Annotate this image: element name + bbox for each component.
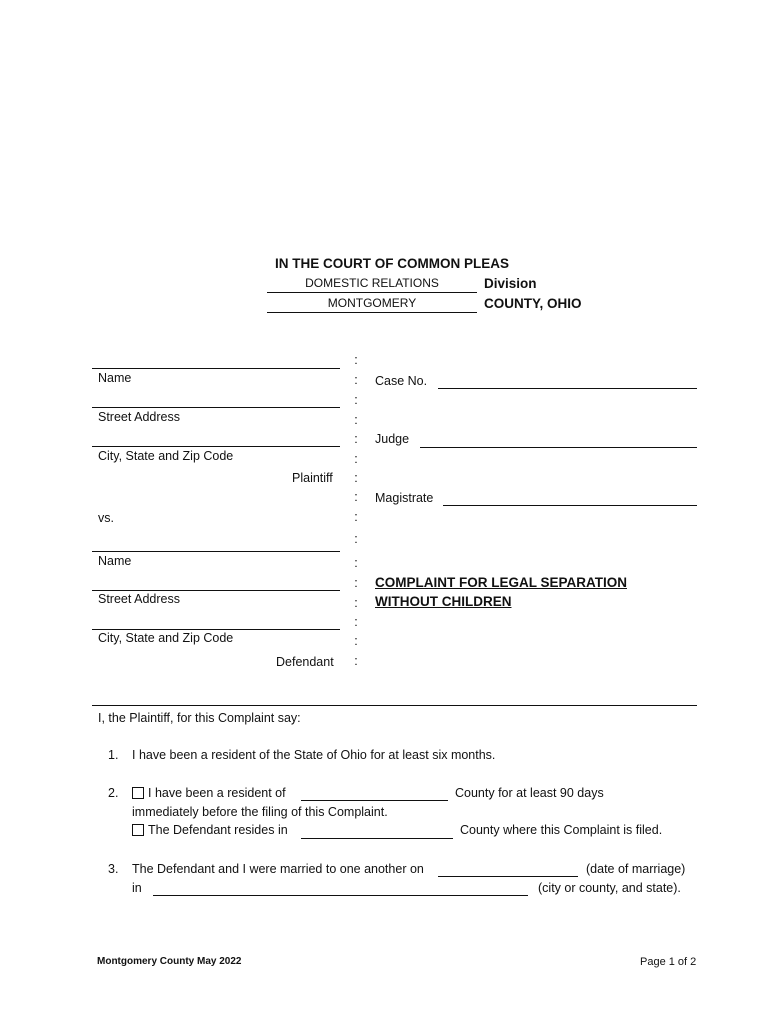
item1-text: I have been a resident of the State of Ohio for at least six months.	[132, 748, 496, 762]
plaintiff-name-label: Name	[98, 371, 132, 385]
caption-colon: :	[354, 532, 358, 546]
magistrate-field[interactable]	[443, 505, 697, 506]
item2-option2	[132, 823, 288, 837]
marriage-place-label: (city or county, and state).	[538, 881, 681, 895]
caption-colon: :	[354, 510, 358, 524]
plaintiff-city-field[interactable]	[92, 446, 340, 447]
marriage-date-field[interactable]	[438, 876, 578, 877]
caption-colon: :	[354, 432, 358, 446]
judge-field[interactable]	[420, 447, 697, 448]
caption-colon: :	[354, 576, 358, 590]
case-number-label: Case No.	[375, 374, 428, 388]
item3-text: The Defendant and I were married to one another on	[132, 862, 424, 876]
versus-label: vs.	[98, 511, 114, 525]
plaintiff-name-field[interactable]	[92, 368, 340, 369]
caption-colon: :	[354, 471, 358, 485]
defendant-street-field[interactable]	[92, 590, 340, 591]
page-number: Page 1 of 2	[640, 956, 697, 968]
county-label: COUNTY, OHIO	[484, 296, 582, 311]
defendant-role-label: Defendant	[276, 655, 334, 669]
complaint-title-line2: WITHOUT CHILDREN	[375, 594, 512, 609]
county-underline	[267, 312, 477, 313]
caption-colon: :	[354, 556, 358, 570]
marriage-place-field[interactable]	[153, 895, 528, 896]
defendant-name-field[interactable]	[92, 551, 340, 552]
defendant-name-label: Name	[98, 554, 132, 568]
caption-colon: :	[354, 634, 358, 648]
section-divider	[92, 705, 697, 706]
defendant-city-field[interactable]	[92, 629, 340, 630]
item2-option2-text: The Defendant resides in	[148, 823, 288, 837]
resident-county-field[interactable]	[301, 800, 448, 801]
defendant-resides-checkbox[interactable]	[132, 824, 144, 836]
caption-colon: :	[354, 393, 358, 407]
item2-option2-suffix: County where this Complaint is filed.	[460, 823, 663, 837]
footer-form-id: Montgomery County May 2022	[97, 956, 242, 967]
caption-colon: :	[354, 373, 358, 387]
caption-colon: :	[354, 596, 358, 610]
division-underline	[267, 292, 477, 293]
caption-colon: :	[354, 413, 358, 427]
item2-option1-continuation: immediately before the filing of this Complaint.	[132, 805, 388, 819]
item-number: 1.	[108, 748, 119, 762]
defendant-city-label: City, State and Zip Code	[98, 631, 234, 645]
complaint-title-line1: COMPLAINT FOR LEGAL SEPARATION	[375, 575, 627, 590]
caption-colon: :	[354, 452, 358, 466]
county-field[interactable]: MONTGOMERY	[327, 296, 417, 310]
item-number: 3.	[108, 862, 119, 876]
item-number: 2.	[108, 786, 119, 800]
division-label: Division	[484, 276, 537, 291]
item2-option1-suffix: County for at least 90 days	[455, 786, 604, 800]
item2-option1	[132, 786, 286, 800]
magistrate-label: Magistrate	[375, 491, 434, 505]
defendant-county-field[interactable]	[301, 838, 453, 839]
judge-label: Judge	[375, 432, 410, 446]
plaintiff-city-label: City, State and Zip Code	[98, 449, 234, 463]
item2-option1-text: I have been a resident of	[148, 786, 286, 800]
court-title: IN THE COURT OF COMMON PLEAS	[275, 256, 509, 271]
defendant-street-label: Street Address	[98, 592, 180, 606]
item3-in-label: in	[132, 881, 142, 895]
marriage-date-label: (date of marriage)	[586, 862, 686, 876]
plaintiff-role-label: Plaintiff	[292, 471, 333, 485]
caption-colon: :	[354, 353, 358, 367]
division-field[interactable]: DOMESTIC RELATIONS	[305, 276, 439, 290]
caption-colon: :	[354, 615, 358, 629]
resident-county-checkbox[interactable]	[132, 787, 144, 799]
intro-text: I, the Plaintiff, for this Complaint say:	[98, 711, 301, 725]
caption-colon: :	[354, 654, 358, 668]
case-number-field[interactable]	[438, 388, 697, 389]
plaintiff-street-label: Street Address	[98, 410, 180, 424]
caption-colon: :	[354, 490, 358, 504]
plaintiff-street-field[interactable]	[92, 407, 340, 408]
